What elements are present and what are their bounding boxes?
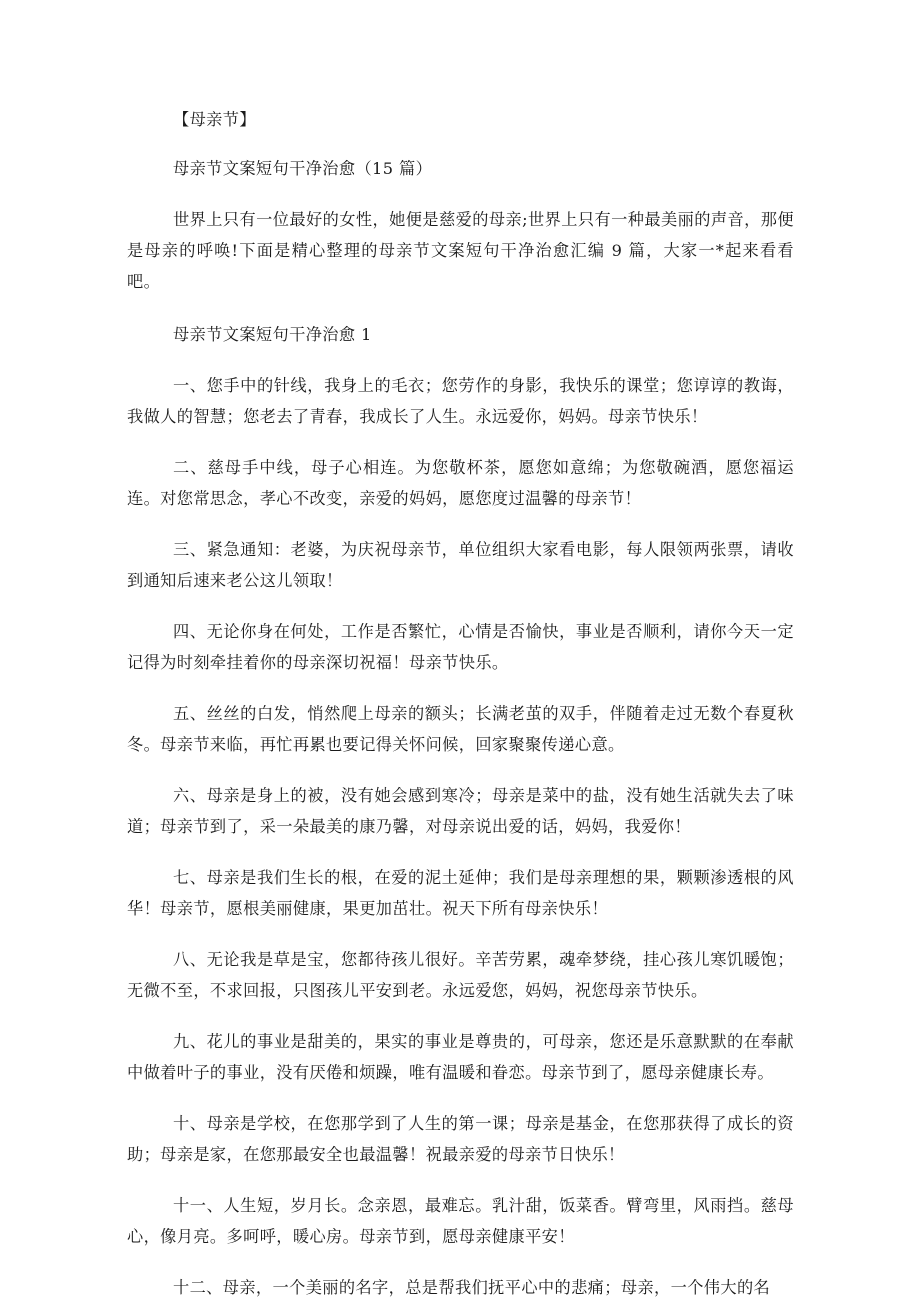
list-item: 一、您手中的针线，我身上的毛衣；您劳作的身影，我快乐的课堂；您谆谆的教诲，我做人的智慧；您老去了青春，我成长了人生。永远爱你，妈妈。母亲节快乐！ <box>127 376 794 426</box>
list-item: 五、丝丝的白发，悄然爬上母亲的额头；长满老茧的双手，伴随着走过无数个春夏秋冬。母亲节来临，再忙再累也要记得关怀问候，回家聚聚传递心意。 <box>127 704 794 754</box>
list-item: 十二、母亲，一个美丽的名字，总是帮我们抚平心中的悲痛；母亲，一个伟大的名 <box>173 1278 771 1297</box>
list-item: 九、花儿的事业是甜美的，果实的事业是尊贵的，可母亲，您还是乐意默默的在奉献中做着叶子的事业，没有厌倦和烦躁，唯有温暖和眷恋。母亲节到了，愿母亲健康长寿。 <box>127 1032 794 1082</box>
list-item: 三、紧急通知：老婆，为庆祝母亲节，单位组织大家看电影，每人限领两张票，请收到通知后速来老公这儿领取！ <box>127 540 794 590</box>
section-heading: 母亲节文案短句干净治愈 1 <box>173 325 372 344</box>
list-item: 四、无论你身在何处，工作是否繁忙，心情是否愉快，事业是否顺利，请你今天一定记得为时刻牵挂着你的母亲深切祝福！母亲节快乐。 <box>127 622 794 672</box>
list-item: 八、无论我是草是宝，您都待孩儿很好。辛苦劳累，魂牵梦绕，挂心孩儿寒饥暖饱；无微不至，不求回报，只图孩儿平安到老。永远爱您，妈妈，祝您母亲节快乐。 <box>127 950 794 1000</box>
document-tag: 【母亲节】 <box>173 110 256 129</box>
list-item: 二、慈母手中线，母子心相连。为您敬杯茶，愿您如意绵；为您敬碗酒，愿您福运连。对您常思念，孝心不改变，亲爱的妈妈，愿您度过温馨的母亲节！ <box>127 458 794 508</box>
document-body <box>127 104 794 1303</box>
list-item: 七、母亲是我们生长的根，在爱的泥土延伸；我们是母亲理想的果，颗颗渗透根的风华！母亲节，愿根美丽健康，果更加茁壮。祝天下所有母亲快乐！ <box>127 868 794 918</box>
list-item: 十、母亲是学校，在您那学到了人生的第一课；母亲是基金，在您那获得了成长的资助；母亲是家，在您那最安全也最温馨！祝最亲爱的母亲节日快乐！ <box>127 1114 794 1164</box>
document-title: 母亲节文案短句干净治愈（15 篇） <box>173 159 433 178</box>
list-item: 六、母亲是身上的被，没有她会感到寒冷；母亲是菜中的盐，没有她生活就失去了味道；母亲节到了，采一朵最美的康乃馨，对母亲说出爱的话，妈妈，我爱你！ <box>127 786 794 836</box>
intro-paragraph: 世界上只有一位最好的女性，她便是慈爱的母亲;世界上只有一种最美丽的声音，那便是母亲的呼唤!下面是精心整理的母亲节文案短句干净治愈汇编 9 篇，大家一*起来看看吧。 <box>127 210 794 291</box>
list-item: 十一、人生短，岁月长。念亲恩，最难忘。乳汁甜，饭菜香。臂弯里，风雨挡。慈母心，像月亮。多呵呼，暖心房。母亲节到，愿母亲健康平安！ <box>127 1196 794 1246</box>
